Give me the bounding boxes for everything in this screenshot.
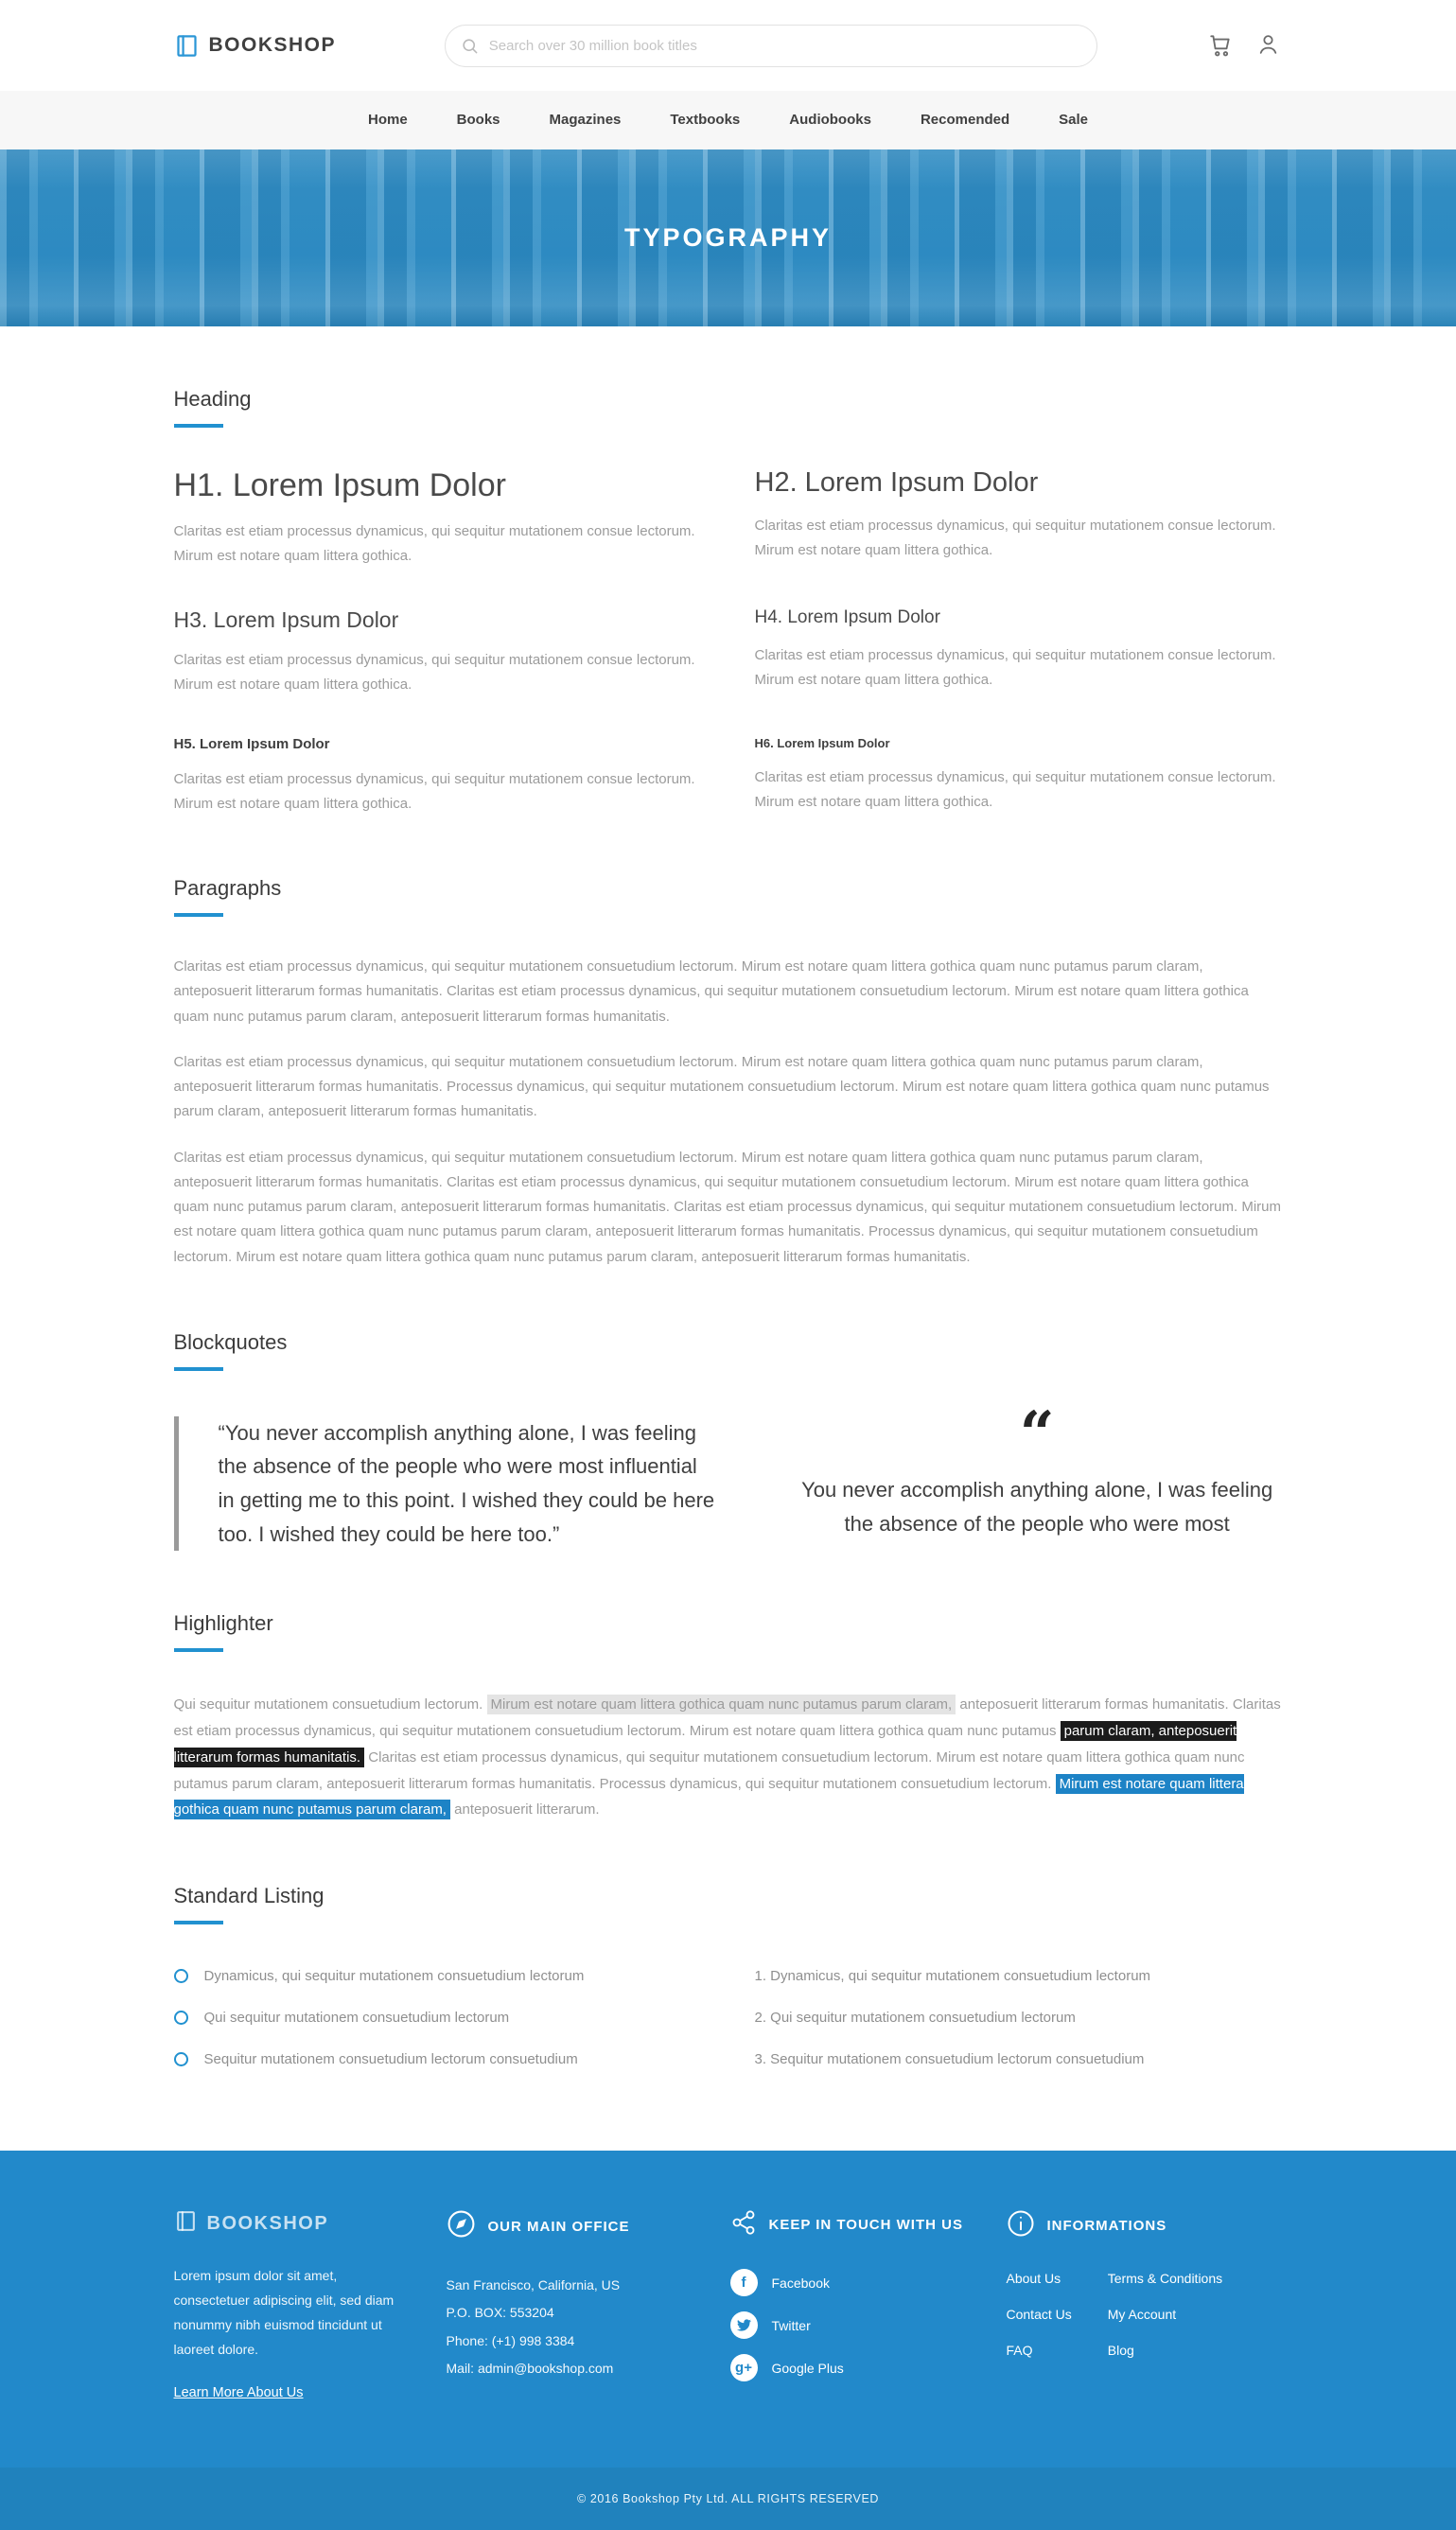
list-item: 1. Dynamicus, qui sequitur mutationem consuetudium lectorum: [754, 1968, 1151, 1984]
list-item-text: Sequitur mutationem consuetudium lectorum consuetudium: [203, 2051, 578, 2067]
office-line: P.O. BOX: 553204: [446, 2305, 554, 2321]
circle-bullet-icon: [174, 2011, 188, 2025]
sample-h2-body: Claritas est etiam processus dynamicus, qui sequitur mutationem consue lectorum. Mirum est notare quam littera gothica.: [754, 518, 1276, 558]
highlighter-paragraph: [174, 1692, 1283, 1823]
list-item: [174, 2010, 702, 2026]
nav-item-books[interactable]: Books: [456, 112, 500, 128]
blockquote-centered: [792, 1397, 1283, 1552]
nav-item-sale[interactable]: Sale: [1059, 112, 1089, 128]
book-icon: [174, 2209, 198, 2238]
bulleted-list: [174, 1968, 702, 2067]
office-line: Mail: admin@bookshop.com: [446, 2361, 614, 2377]
user-icon[interactable]: [1254, 30, 1282, 61]
blockquotes-block: [174, 1397, 1283, 1552]
social-link-facebook[interactable]: [730, 2269, 1007, 2296]
nav-item-textbooks[interactable]: Textbooks: [670, 112, 741, 128]
blockquote-centered-text: You never accomplish anything alone, I was feeling the absence of the people who were most: [801, 1478, 1273, 1536]
heading-sample-h4: [755, 607, 1283, 696]
footer-social-column: [730, 2209, 1007, 2401]
nav-item-audiobooks[interactable]: Audiobooks: [789, 112, 871, 128]
list-item: [174, 2051, 702, 2067]
heading-sample-h5: [174, 736, 702, 816]
section-title-paragraphs: Paragraphs: [174, 876, 1283, 917]
main-content: [174, 387, 1283, 2067]
footer-informations-title: INFORMATIONS: [1046, 2218, 1167, 2234]
social-label: Twitter: [771, 2317, 811, 2333]
listing-block: [174, 1968, 1283, 2067]
site-header: [0, 0, 1456, 91]
footer-link-my-account[interactable]: My Account: [1107, 2307, 1177, 2322]
cart-icon[interactable]: [1205, 30, 1236, 61]
footer-link-terms[interactable]: Terms & Conditions: [1107, 2271, 1223, 2286]
highlight-plain-text: anteposuerit litterarum formas humanitatis. Claritas est etiam processus dynamicus, qui sequitur mutationem consuetudium lectorum. Mirum est notare quam littera gothica quam nunc putamus: [173, 1696, 1281, 1739]
informations-links-col2: [1108, 2271, 1222, 2360]
heading-sample-h2: [755, 467, 1283, 568]
sample-h3-body: Claritas est etiam processus dynamicus, qui sequitur mutationem consue lectorum. Mirum est notare quam littera gothica.: [173, 652, 695, 693]
informations-links-col1: [1007, 2271, 1072, 2360]
sample-h1-title: H1. Lorem Ipsum Dolor: [173, 467, 506, 503]
sample-h3-title: H3. Lorem Ipsum Dolor: [173, 607, 399, 632]
google-plus-icon: g+: [730, 2354, 758, 2381]
share-icon: [730, 2209, 757, 2240]
numbered-list: [755, 1968, 1283, 2067]
heading-sample-h3: [174, 607, 702, 696]
quote-icon: “: [1019, 1397, 1055, 1469]
section-title-listing: Standard Listing: [174, 1884, 1283, 1924]
footer-about-column: [174, 2209, 447, 2401]
footer-link-faq[interactable]: FAQ: [1006, 2343, 1033, 2358]
social-label: Facebook: [771, 2275, 830, 2291]
footer-informations-column: [1007, 2209, 1283, 2401]
heading-samples: [174, 428, 1283, 816]
office-line: San Francisco, California, US: [446, 2277, 621, 2293]
sample-h6-body: Claritas est etiam processus dynamicus, qui sequitur mutationem consue lectorum. Mirum est notare quam littera gothica.: [754, 769, 1276, 810]
page-title: TYPOGRAPHY: [623, 223, 833, 252]
main-nav: [0, 91, 1456, 149]
paragraph: Claritas est etiam processus dynamicus, qui sequitur mutationem consuetudium lectorum. Mirum est notare quam littera gothica quam nunc putamus parum claram, anteposuerit litterarum formas humanitatis. Claritas est etiam processus dynamicus, qui sequitur mutationem consuetudium lectorum. Mirum est notare quam littera gothica quam nunc putamus parum claram, anteposuerit litterarum formas humanitatis.: [173, 958, 1249, 1025]
footer-social-title: KEEP IN TOUCH WITH US: [768, 2217, 963, 2233]
highlight-plain-text: Claritas est etiam processus dynamicus, qui sequitur mutationem consuetudium lectorum. Mirum est notare quam littera gothica quam nunc putamus parum claram, anteposuerit litterarum formas humanitatis. Processus dynamicus, qui sequitur mutationem consuetudium lectorum.: [173, 1748, 1245, 1792]
site-footer: [0, 2151, 1456, 2468]
footer-brand: [174, 2209, 447, 2238]
paragraph: Claritas est etiam processus dynamicus, qui sequitur mutationem consuetudium lectorum. Mirum est notare quam littera gothica quam nunc putamus parum claram, anteposuerit litterarum formas humanitatis. Processus dynamicus, qui sequitur mutationem consuetudium lectorum. Mirum est notare quam littera gothica quam nunc putamus parum claram, anteposuerit litterarum formas humanitatis.: [173, 1053, 1270, 1120]
paragraphs-block: [174, 955, 1283, 1270]
sample-h4-title: H4. Lorem Ipsum Dolor: [754, 607, 940, 627]
list-item: [174, 1968, 702, 1984]
office-address-lines: [447, 2272, 730, 2383]
circle-bullet-icon: [174, 1969, 188, 1983]
learn-more-link[interactable]: Learn More About Us: [173, 2384, 304, 2400]
paragraph: Claritas est etiam processus dynamicus, qui sequitur mutationem consuetudium lectorum. Mirum est notare quam littera gothica quam nunc putamus parum claram, anteposuerit litterarum formas humanitatis. Claritas est etiam processus dynamicus, qui sequitur mutationem consuetudium lectorum. Mirum est notare quam littera gothica quam nunc putamus parum claram, anteposuerit litterarum formas humanitatis. Claritas est etiam processus dynamicus, qui sequitur mutationem consuetudium lectorum. Mirum est notare quam littera gothica quam nunc putamus parum claram, anteposuerit litterarum formas humanitatis. Processus dynamicus, qui sequitur mutationem consuetudium lectorum. Mirum est notare quam littera gothica quam nunc putamus parum claram, anteposuerit litterarum formas humanitatis.: [173, 1149, 1281, 1265]
footer-link-blog[interactable]: Blog: [1107, 2343, 1134, 2358]
highlight-blue-text: Mirum est notare quam littera gothica quam nunc putamus parum claram,: [173, 1775, 1244, 1818]
brand-name: BOOKSHOP: [208, 34, 337, 56]
list-item-text: Dynamicus, qui sequitur mutationem consuetudium lectorum: [203, 1968, 585, 1984]
highlight-dark-text: parum claram, anteposuerit litterarum formas humanitatis.: [173, 1723, 1237, 1766]
office-line: Phone: (+1) 998 3384: [446, 2332, 575, 2348]
highlight-plain-text: Qui sequitur mutationem consuetudium lectorum.: [173, 1696, 487, 1713]
footer-about-text: Lorem ipsum dolor sit amet, consectetuer adipiscing elit, sed diam nonummy nibh euismod tincidunt ut laoreet dolore.: [173, 2268, 395, 2357]
nav-item-magazines[interactable]: Magazines: [549, 112, 622, 128]
highlight-gray-text: Mirum est notare quam littera gothica quam nunc putamus parum claram,: [487, 1695, 956, 1714]
sample-h6-title: H6. Lorem Ipsum Dolor: [754, 736, 890, 750]
list-item-text: Qui sequitur mutationem consuetudium lectorum: [203, 2010, 510, 2026]
brand-logo[interactable]: [174, 33, 337, 59]
footer-link-about-us[interactable]: About Us: [1006, 2271, 1061, 2286]
section-title-highlighter: Highlighter: [174, 1611, 1283, 1652]
social-label: Google Plus: [771, 2360, 844, 2376]
heading-sample-h1: [174, 467, 702, 568]
footer-office-column: [447, 2209, 730, 2401]
highlight-plain-text: anteposuerit litterarum.: [449, 1801, 600, 1818]
list-item: 3. Sequitur mutationem consuetudium lectorum consuetudium: [754, 2051, 1145, 2067]
nav-item-home[interactable]: Home: [367, 112, 408, 128]
facebook-icon: f: [730, 2269, 758, 2296]
info-icon: [1007, 2209, 1035, 2242]
sample-h1-body: Claritas est etiam processus dynamicus, qui sequitur mutationem consue lectorum. Mirum est notare quam littera gothica.: [173, 523, 695, 564]
footer-bottom-bar: [0, 2468, 1456, 2530]
circle-bullet-icon: [174, 2052, 188, 2066]
sample-h2-title: H2. Lorem Ipsum Dolor: [754, 467, 1039, 498]
blockquote-bordered: “You never accomplish anything alone, I was feeling the absence of the people who were most influential in getting me to this point. I wished they could be here too. I wished they could be here too.”: [174, 1416, 716, 1552]
header-icons: [1205, 30, 1282, 61]
nav-item-recomended[interactable]: Recomended: [920, 112, 1010, 128]
copyright-text: © 2016 Bookshop Pty Ltd. ALL RIGHTS RESERVED: [576, 2491, 880, 2505]
hero-banner: [0, 149, 1456, 326]
search-input[interactable]: [445, 25, 1097, 67]
section-title-blockquotes: Blockquotes: [174, 1330, 1283, 1371]
sample-h5-title: H5. Lorem Ipsum Dolor: [173, 736, 330, 752]
social-link-twitter[interactable]: [730, 2311, 1007, 2339]
heading-sample-h6: [755, 736, 1283, 816]
twitter-icon: [730, 2311, 758, 2339]
sample-h5-body: Claritas est etiam processus dynamicus, qui sequitur mutationem consue lectorum. Mirum est notare quam littera gothica.: [173, 771, 695, 812]
list-item: 2. Qui sequitur mutationem consuetudium lectorum: [754, 2010, 1076, 2026]
compass-icon: [447, 2209, 476, 2243]
footer-office-title: OUR MAIN OFFICE: [487, 2218, 630, 2235]
search-bar: [445, 25, 1097, 67]
social-link-google-plus[interactable]: [730, 2354, 1007, 2381]
footer-link-contact-us[interactable]: Contact Us: [1006, 2307, 1072, 2322]
sample-h4-body: Claritas est etiam processus dynamicus, qui sequitur mutationem consue lectorum. Mirum est notare quam littera gothica.: [754, 647, 1276, 688]
book-icon: [174, 33, 200, 59]
footer-brand-name: BOOKSHOP: [206, 2212, 329, 2234]
section-title-heading: Heading: [174, 387, 1283, 428]
